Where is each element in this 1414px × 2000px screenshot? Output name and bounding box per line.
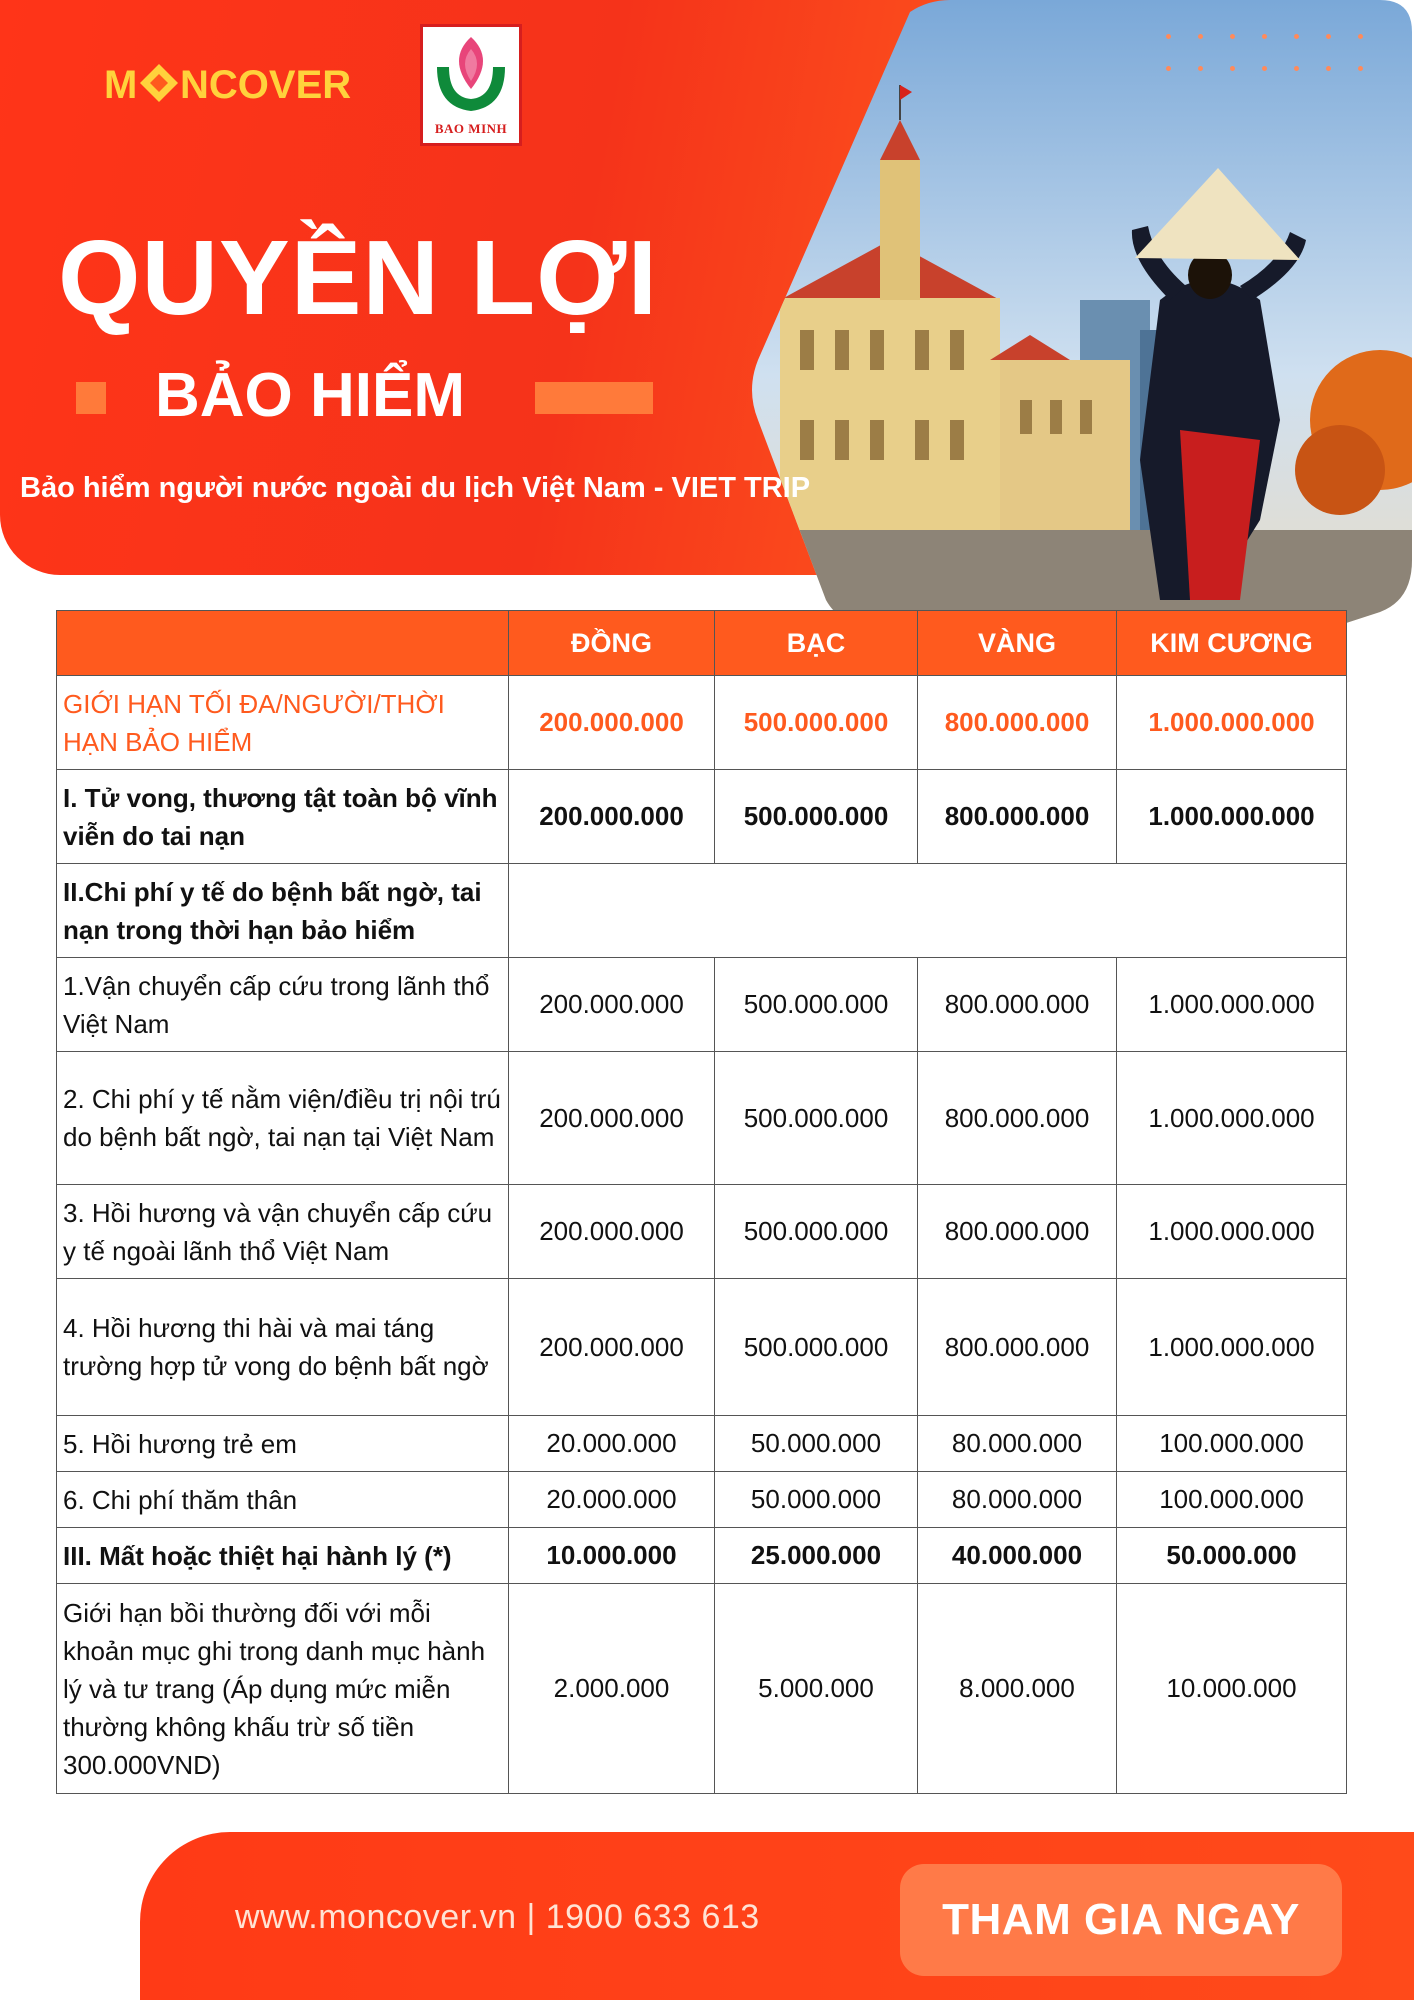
row-value: 25.000.000 <box>715 1528 918 1584</box>
row-label: 3. Hồi hương và vận chuyển cấp cứu y tế ngoài lãnh thổ Việt Nam <box>57 1185 509 1279</box>
row-value: 20.000.000 <box>509 1416 715 1472</box>
footer-bar <box>140 1832 1414 2000</box>
row-value: 800.000.000 <box>918 770 1117 864</box>
product-tagline: Bảo hiểm người nước ngoài du lịch Việt Nam - VIET TRIP <box>20 472 811 504</box>
section-label: II.Chi phí y tế do bệnh bất ngờ, tai nạn trong thời hạn bảo hiểm <box>57 864 509 958</box>
row-value: 40.000.000 <box>918 1528 1117 1584</box>
row-value: 10.000.000 <box>509 1528 715 1584</box>
join-now-button[interactable]: THAM GIA NGAY <box>900 1864 1342 1976</box>
row-value: 1.000.000.000 <box>1117 770 1347 864</box>
row-value: 800.000.000 <box>918 1279 1117 1416</box>
header-blank-cell <box>57 611 509 676</box>
row-value: 50.000.000 <box>715 1416 918 1472</box>
table-row <box>57 1185 1347 1279</box>
row-value: 8.000.000 <box>918 1584 1117 1794</box>
row-label: 5. Hồi hương trẻ em <box>57 1416 509 1472</box>
row-value: 50.000.000 <box>1117 1528 1347 1584</box>
page-subtitle: BẢO HIỂM <box>155 361 465 430</box>
row-value: 80.000.000 <box>918 1416 1117 1472</box>
row-label: 4. Hồi hương thi hài và mai táng trường hợp tử vong do bệnh bất ngờ <box>57 1279 509 1416</box>
row-value: 500.000.000 <box>715 1052 918 1185</box>
row-value: 800.000.000 <box>918 1052 1117 1185</box>
row-label: 6. Chi phí thăm thân <box>57 1472 509 1528</box>
row-value: 500.000.000 <box>715 770 918 864</box>
decorative-bar-left <box>76 382 106 414</box>
row-value: 200.000.000 <box>509 1279 715 1416</box>
bao-minh-logo-icon <box>420 24 522 146</box>
row-value: 1.000.000.000 <box>1117 958 1347 1052</box>
row-label: I. Tử vong, thương tật toàn bộ vĩnh viễn do tai nạn <box>57 770 509 864</box>
column-header-kim-cuong: KIM CƯƠNG <box>1117 611 1347 676</box>
row-value: 100.000.000 <box>1117 1416 1347 1472</box>
hero-photo <box>740 0 1414 625</box>
row-value: 1.000.000.000 <box>1117 1052 1347 1185</box>
moncover-logo-icon[interactable] <box>104 58 359 108</box>
table-row <box>57 1472 1347 1528</box>
table-row <box>57 1584 1347 1794</box>
row-value: 200.000.000 <box>509 676 715 770</box>
row-value: 200.000.000 <box>509 1185 715 1279</box>
row-label: 2. Chi phí y tế nằm viện/điều trị nội trú do bệnh bất ngờ, tai nạn tại Việt Nam <box>57 1052 509 1185</box>
row-value: 1.000.000.000 <box>1117 676 1347 770</box>
table-row <box>57 1279 1347 1416</box>
row-value: 500.000.000 <box>715 958 918 1052</box>
logo-letter-m: M <box>104 63 138 107</box>
table-row <box>57 1416 1347 1472</box>
row-label: Giới hạn bồi thường đối với mỗi khoản mục ghi trong danh mục hành lý và tư trang (Áp dụng mức miễn thường không khấu trừ số tiền 300.000VND) <box>57 1584 509 1794</box>
row-value: 200.000.000 <box>509 958 715 1052</box>
table-row <box>57 1528 1347 1584</box>
row-label: 1.Vận chuyển cấp cứu trong lãnh thổ Việt Nam <box>57 958 509 1052</box>
table-section-row <box>57 864 1347 958</box>
logo-text-rest: NCOVER <box>180 63 352 107</box>
table-row <box>57 770 1347 864</box>
row-value: 2.000.000 <box>509 1584 715 1794</box>
row-value: 200.000.000 <box>509 770 715 864</box>
lotus-icon <box>423 27 519 117</box>
row-value: 500.000.000 <box>715 676 918 770</box>
decorative-bar-right <box>535 382 653 414</box>
row-value: 800.000.000 <box>918 958 1117 1052</box>
row-value: 50.000.000 <box>715 1472 918 1528</box>
hero-banner <box>0 0 1414 575</box>
footer-contact[interactable]: www.moncover.vn | 1900 633 613 <box>235 1898 760 1936</box>
row-value: 500.000.000 <box>715 1279 918 1416</box>
row-label: GIỚI HẠN TỐI ĐA/NGƯỜI/THỜI HẠN BẢO HIỂM <box>57 676 509 770</box>
row-value: 100.000.000 <box>1117 1472 1347 1528</box>
table-row <box>57 676 1347 770</box>
decorative-dots <box>1166 34 1388 80</box>
column-header-bac: BẠC <box>715 611 918 676</box>
column-header-dong: ĐỒNG <box>509 611 715 676</box>
row-value: 5.000.000 <box>715 1584 918 1794</box>
table-row <box>57 958 1347 1052</box>
benefits-table <box>56 610 1347 1794</box>
section-empty-cell <box>509 864 1347 958</box>
row-label: III. Mất hoặc thiệt hại hành lý (*) <box>57 1528 509 1584</box>
row-value: 800.000.000 <box>918 1185 1117 1279</box>
row-value: 500.000.000 <box>715 1185 918 1279</box>
bao-minh-logo-text: BAO MINH <box>434 121 508 136</box>
row-value: 20.000.000 <box>509 1472 715 1528</box>
row-value: 1.000.000.000 <box>1117 1279 1347 1416</box>
page-title: QUYỀN LỢI <box>58 219 659 337</box>
row-value: 800.000.000 <box>918 676 1117 770</box>
row-value: 200.000.000 <box>509 1052 715 1185</box>
table-header-row <box>57 611 1347 676</box>
column-header-vang: VÀNG <box>918 611 1117 676</box>
row-value: 80.000.000 <box>918 1472 1117 1528</box>
table-row <box>57 1052 1347 1185</box>
row-value: 10.000.000 <box>1117 1584 1347 1794</box>
row-value: 1.000.000.000 <box>1117 1185 1347 1279</box>
